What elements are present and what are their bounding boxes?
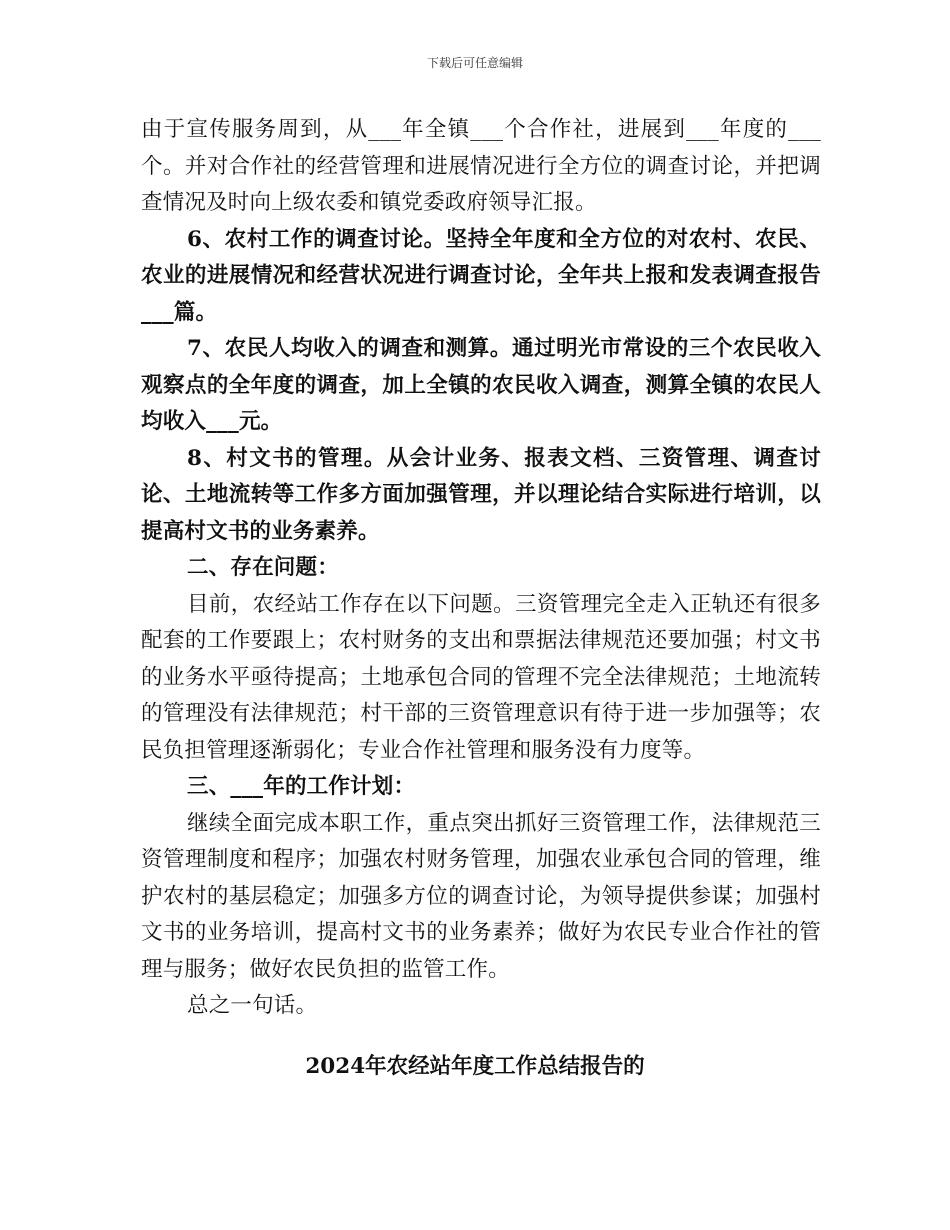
section-heading-plan: 三、___年的工作计划： [187,774,416,799]
paragraph-summary: 总之一句话。 [187,993,318,1018]
paragraph-income-survey: 7、农民人均收入的调查和测算。通过明光市常设的三个农民收入观察点的全年度的调查，加上全镇的农民收入调查，测算全镇的农民人均收入___元。 [141,336,821,434]
document-body [141,112,821,1025]
paragraph-problems: 目前，农经站工作存在以下问题。三资管理完全走入正轨还有很多配套的工作要跟上；农村财务的支出和票据法律规范还要加强；村文书的业务水平亟待提高；土地承包合同的管理不完全法律规范；土地流转的管理没有法律规范；村干部的三资管理意识有待于进一步加强等；农民负担管理逐渐弱化；专业合作社管理和服务没有力度等。 [141,591,821,763]
page-header-note: 下载后可任意编辑 [426,56,523,70]
paragraph-cooperative-progress: 由于宣传服务周到，从___年全镇___个合作社，进展到___年度的___个。并对合作社的经营管理和进展情况进行全方位的调查讨论，并把调查情况及时向上级农委和镇党委政府领导汇报。 [141,117,821,215]
document-title: 2024年农经站年度工作总结报告的 [305,1054,645,1079]
paragraph-village-clerk: 8、村文书的管理。从会计业务、报表文档、三资管理、调查讨论、土地流转等工作多方面加强管理，并以理论结合实际进行培训，以提高村文书的业务素养。 [141,445,821,544]
section-heading-problems: 二、存在问题： [187,555,339,580]
paragraph-plan: 继续全面完成本职工作，重点突出抓好三资管理工作，法律规范三资管理制度和程序；加强农村财务管理，加强农业承包合同的管理，维护农村的基层稳定；加强多方位的调查讨论，为领导提供参谋；加强村文书的业务培训，提高村文书的业务素养；做好为农民专业合作社的管理与服务；做好农民负担的监管工作。 [141,810,821,982]
paragraph-rural-survey: 6、农村工作的调查讨论。坚持全年度和全方位的对农村、农民、农业的进展情况和经营状况进行调查讨论，全年共上报和发表调查报告___篇。 [141,226,821,325]
